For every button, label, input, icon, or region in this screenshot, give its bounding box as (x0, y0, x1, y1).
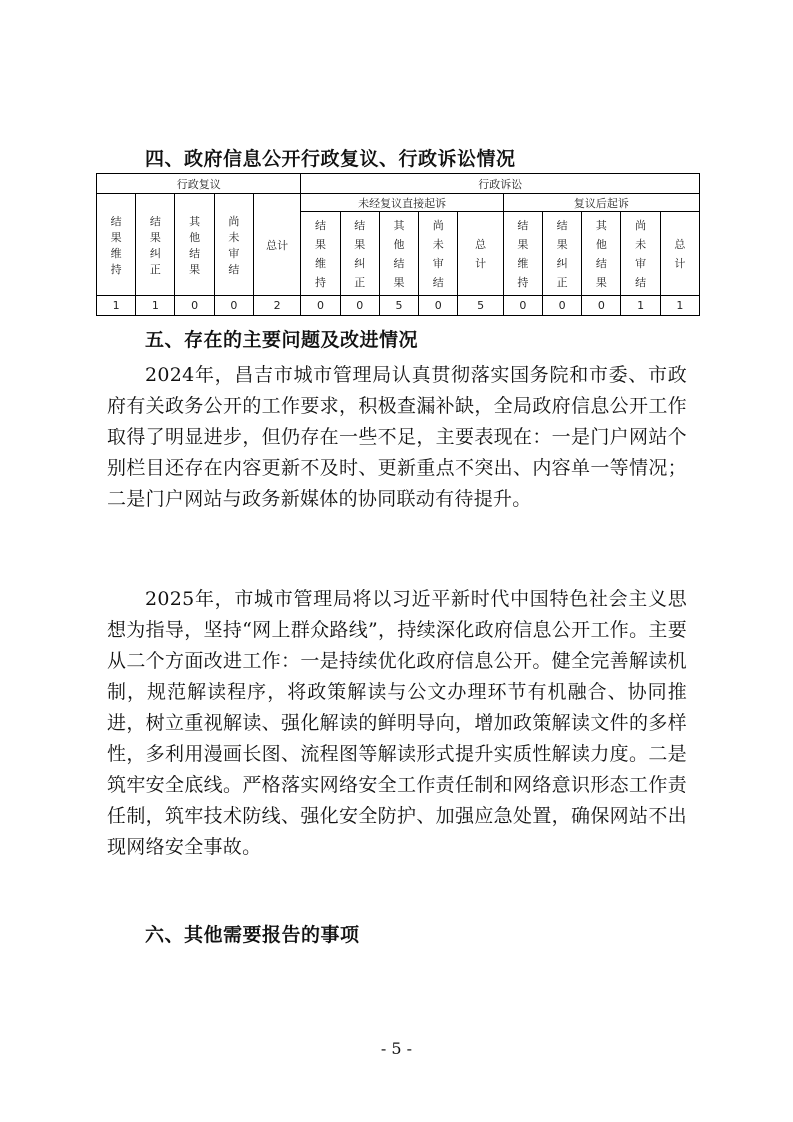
col-review-corrected: 结果纠正 (136, 194, 175, 296)
review-litigation-table (96, 173, 700, 316)
table-cell: 0 (503, 296, 542, 316)
col-after-upheld: 结果维持 (503, 212, 542, 296)
header-direct-suit: 未经复议直接起诉 (301, 194, 503, 212)
table-cell: 2 (253, 296, 300, 316)
table-cell: 0 (419, 296, 458, 316)
col-after-corrected: 结果纠正 (543, 212, 582, 296)
col-after-total: 总计 (660, 212, 699, 296)
header-after-review: 复议后起诉 (503, 194, 699, 212)
table-cell: 0 (543, 296, 582, 316)
table-cell: 0 (175, 296, 214, 316)
paragraph-improvements: 2025年，市城市管理局将以习近平新时代中国特色社会主义思想为指导，坚持“网上群众路线”，持续深化政府信息公开工作。主要从二个方面改进工作：一是持续优化政府信息公开。健全完善解读机制，规范解读程序，将政策解读与公文办理环节有机融合、协同推进，树立重视解读、强化解读的鲜明导向，增加政策解读文件的多样性，多利用漫画长图、流程图等解读形式提升实质性解读力度。二是筑牢安全底线。严格落实网络安全工作责任制和网络意识形态工作责任制，筑牢技术防线、强化安全防护、加强应急处置，确保网站不出现网络安全事故。 (107, 588, 687, 858)
table-cell: 1 (97, 296, 136, 316)
col-review-total: 总计 (253, 194, 300, 296)
table-cell: 5 (379, 296, 418, 316)
table-cell: 0 (301, 296, 340, 316)
header-litigation: 行政诉讼 (301, 174, 700, 194)
col-direct-corrected: 结果纠正 (340, 212, 379, 296)
col-after-pending: 尚未审结 (621, 212, 660, 296)
col-review-upheld: 结果维持 (97, 194, 136, 296)
col-direct-upheld: 结果维持 (301, 212, 340, 296)
table-cell: 5 (458, 296, 503, 316)
table-cell: 1 (136, 296, 175, 316)
paragraph-problems: 2024年，昌吉市城市管理局认真贯彻落实国务院和市委、市政府有关政务公开的工作要求，积极查漏补缺，全局政府信息公开工作取得了明显进步，但仍存在一些不足，主要表现在：一是门户网站个别栏目还存在内容更新不及时、更新重点不突出、内容单一等情况；二是门户网站与政务新媒体的协同联动有待提升。 (107, 364, 687, 510)
table-cell: 0 (340, 296, 379, 316)
col-after-other: 其他结果 (582, 212, 621, 296)
col-direct-other: 其他结果 (379, 212, 418, 296)
col-review-pending: 尚未审结 (214, 194, 253, 296)
page-number: - 5 - (380, 1039, 413, 1058)
section-heading-4: 四、政府信息公开行政复议、行政诉讼情况 (145, 148, 516, 170)
col-direct-pending: 尚未审结 (419, 212, 458, 296)
table-cell: 0 (214, 296, 253, 316)
table-cell: 0 (582, 296, 621, 316)
header-admin-review: 行政复议 (97, 174, 301, 194)
section-heading-6: 六、其他需要报告的事项 (145, 924, 360, 946)
col-review-other: 其他结果 (175, 194, 214, 296)
table-cell: 1 (660, 296, 699, 316)
col-direct-total: 总计 (458, 212, 503, 296)
table-cell: 1 (621, 296, 660, 316)
section-heading-5: 五、存在的主要问题及改进情况 (145, 329, 419, 351)
